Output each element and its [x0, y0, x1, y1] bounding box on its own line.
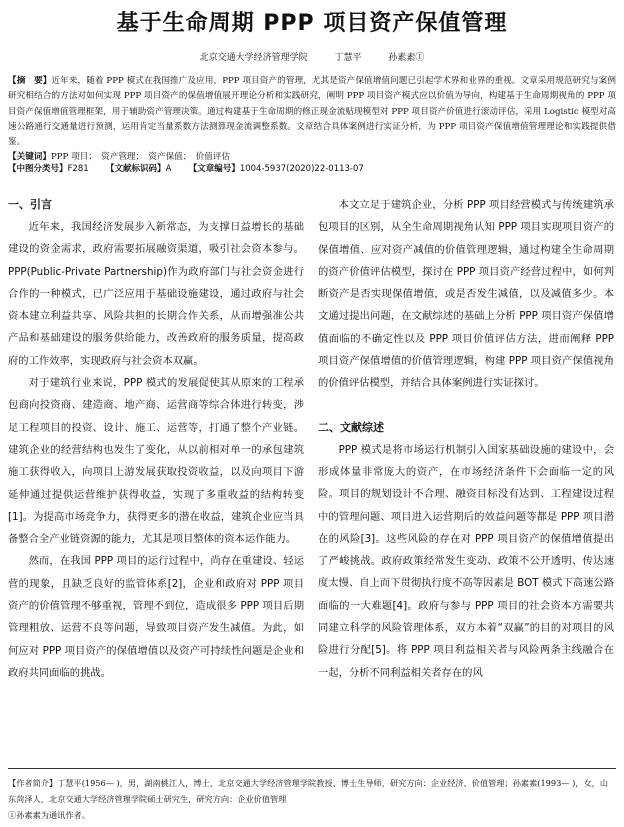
- right-column: [318, 194, 614, 684]
- institution: 北京交通大学经济管理学院: [199, 53, 308, 63]
- author-1: 丁慧平: [334, 53, 362, 63]
- article-id-value: 1004-5937(2020)22-0113-07: [239, 164, 364, 174]
- paragraph: 对于建筑行业来说，PPP 模式的发展促使其从原来的工程承包商向投资商、建造商、地产商、运营商等综合体进行转变，涉足工程项目的投资、设计、施工、运营等，打通了整个产业链。建筑企业的经营结构也发生了变化，从以前相对单一的承包建筑施工获得收入，向项目上游发展获取投资收益，以及向项目下游延伸通过提供运营维护获得收益，实现了多重收益的结构转变[1]。为提高市场竞争力，获得更多的潜在收益，建筑企业应当具备整合全产业链资源的能力，尤其是项目整体的资本运作能力。: [8, 377, 304, 546]
- author-line: [0, 50, 624, 63]
- doc-code-value: A: [165, 164, 172, 174]
- section-heading-intro: 一、引言: [8, 198, 52, 211]
- abstract-block: [8, 74, 616, 166]
- abstract-text: 近年来，随着 PPP 模式在我国推广及应用，PPP 项目资产的管理，尤其是资产保值增值问题已引起学术界和业界的重视。文章采用规范研究与案例研究相结合的方法对如何实现 PPP 项目资产的保值增值展开理论分析和实践研究，阐明 PPP 项目资产模式应以价值为导向，构建基于生命周期视角的 PPP 项目资产保值增值管理框架，用于辅助资产管理决策。通过构建基于生命周期的修正现金流贴现模型对 PPP 项目资产价值进行滚动评估，采用 Logistic 模型对高速公路通行交通量进行预测，运用肯定当量系数方法测算现金流调整系数。文章结合具体案例进行实证分析，为 PPP 项目资产保值增值管理理论和实践提供借鉴。: [8, 76, 616, 148]
- paragraph: PPP 模式是将市场运行机制引入国家基础设施的建设中，会形成体量非常庞大的资产，在市场经济条件下会面临一定的风险。项目的规划设计不合理、融资目标没有达到、工程建设过程中的管理问题、项目进入运营期后的效益问题等都是 PPP 项目潜在的风险[3]。这些风险的存在对 PPP 项目资产的保值增值提出了严峻挑战。政府政策经常发生变动、政策不公开透明、传达速度太慢、自上而下贯彻执行度不高等因素是 BOT 模式下高速公路面临的一大难题[4]。政府与参与 PPP 项目的社会资本方需要共同建立科学的风险管理体系，双方本着“双赢”的目的对项目的风险进行分配[5]。将 PPP 项目利益相关者与风险两条主线融合在一起，分析不同利益相关者存在的风: [318, 443, 614, 679]
- corresponding-author-note: ①孙素素为通讯作者。: [8, 810, 90, 820]
- class-value: F281: [67, 164, 89, 174]
- footnote: [8, 768, 616, 823]
- doc-code-label: 【文献标识码】: [106, 164, 166, 174]
- abstract-label: 【摘 要】: [8, 76, 52, 86]
- keywords-text: PPP 项目； 资产管理； 资产保值； 价值评估: [50, 152, 231, 163]
- paragraph: 本文立足于建筑企业，分析 PPP 项目经营模式与传统建筑承包项目的区别，从全生命周期视角认知 PPP 项目实现项目资产的保值增值、应对资产减值的价值管理逻辑，通过构建全生命周期的资产价值评估模型，探讨在 PPP 项目资产经营过程中，如何判断资产是否实现保值增值，或是否发生减值，以及减值多少。本文通过提出问题，在文献综述的基础上分析 PPP 项目资产保值增值面临的不确定性以及 PPP 项目价值评估方法，进而阐释 PPP 项目资产保值增值的价值管理逻辑，构建 PPP 项目资产保值视角的价值评估模型，并结合具体案例进行实证探讨。: [318, 199, 614, 390]
- article-id-label: 【文章编号】: [188, 164, 240, 174]
- classification-row: [8, 162, 364, 174]
- left-column: [8, 194, 304, 684]
- section-heading-review: 二、文献综述: [318, 420, 384, 434]
- paragraph: 近年来，我国经济发展步入新常态，为支撑日益增长的基础建设的资金需求，政府需要拓展融资渠道，吸引社会资本参与。PPP(Public-Private Partnership)作为政府部门与社会资金进行合作的一种模式，已广泛应用于基础设施建设，通过政府与社会资本建立利益共享、风险共担的长期合作关系，从而增强准公共产品和基础建设的服务供给能力，改善政府的服务质量，提高政府的工作效率，实现政府与社会资本双赢。: [8, 221, 304, 367]
- paragraph: 然而，在我国 PPP 项目的运行过程中，尚存在重建设、轻运营的现象，且缺乏良好的监管体系[2]，企业和政府对 PPP 项目资产的价值管理不够重视，管理不到位，造成很多 PPP 项目后期管理粗放、运营不良等问题，导致项目资产发生减值。为此，如何应对 PPP 项目资产的保值增值以及资产可持续性问题是企业和政府共同面临的挑战。: [8, 555, 304, 679]
- keywords-label: 【关键词】: [8, 152, 51, 163]
- paper-title: 基于生命周期 PPP 项目资产保值管理: [116, 11, 508, 36]
- class-label: 【中图分类号】: [8, 164, 68, 174]
- author-2: 孙素素①: [388, 53, 425, 63]
- author-bio: 【作者简介】丁慧平(1956— )，男，湖南桃江人，博士，北京交通大学经济管理学院教授、博士生导师，研究方向：企业经济、价值管理；孙素素(1993— )，女，山东菏泽人，北京交通大学经济管理学院硕士研究生，研究方向：企业价值管理: [8, 778, 609, 804]
